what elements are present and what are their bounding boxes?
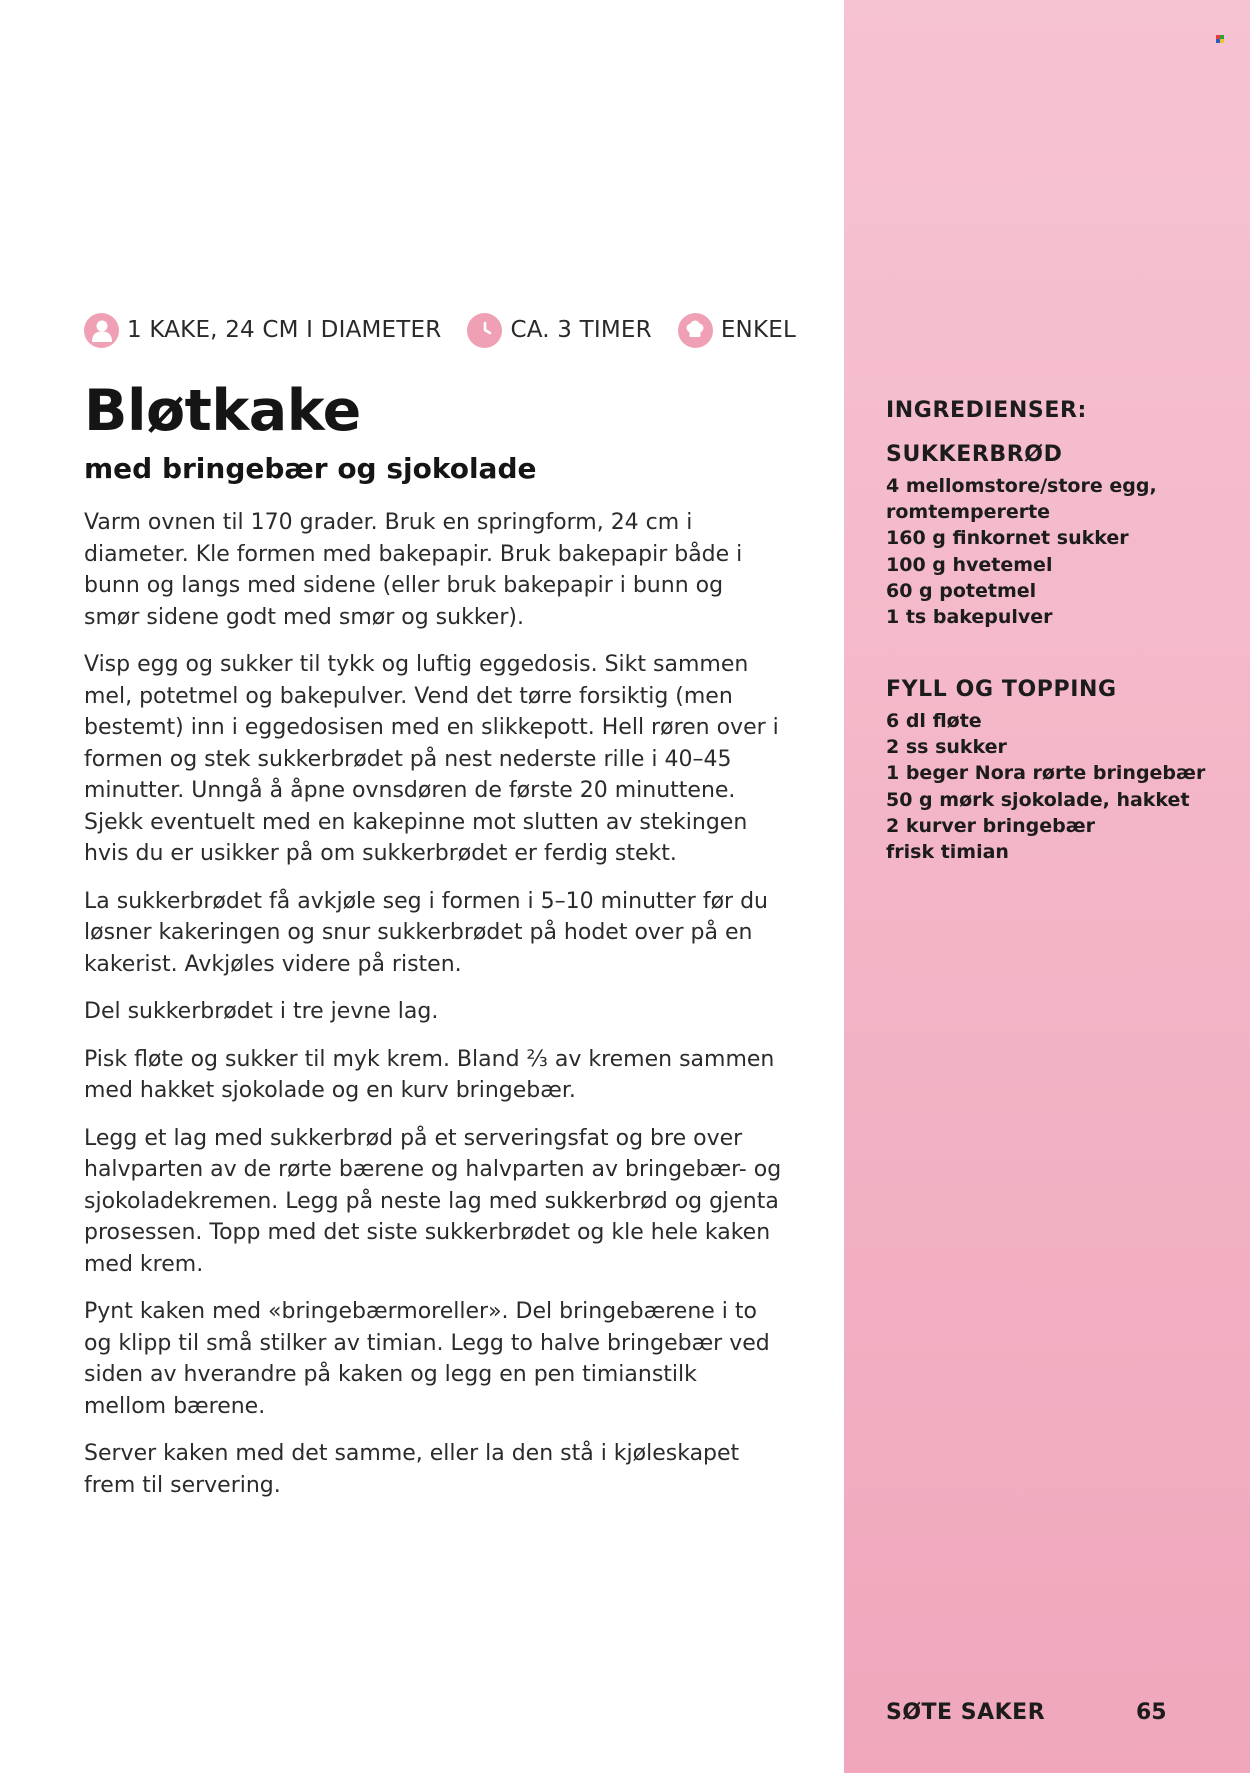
ingredient-item: 6 dl fløte: [886, 710, 982, 732]
ingredients-sidebar: [844, 0, 1250, 1773]
recipe-meta: [84, 312, 822, 348]
ingredient-item: 160 g finkornet sukker: [886, 527, 1129, 550]
recipe-subtitle: med bringebær og sjokolade: [84, 452, 537, 485]
ingredient-item: 4 mellomstore/store egg,: [886, 475, 1157, 497]
ingredient-item: romtempererte: [886, 501, 1051, 524]
section-title: SUKKERBRØD: [886, 442, 1063, 467]
ingredient-list: [886, 708, 1236, 865]
section-title: FYLL OG TOPPING: [886, 677, 1117, 702]
instruction-paragraph: Del sukkerbrødet i tre jevne lag.: [84, 999, 439, 1024]
instruction-paragraph: La sukkerbrødet få avkjøle seg i formen i 5–10 minutter før du løsner kakeringen og snur sukkerbrødet på hodet over på en kakerist. Avkjøles videre på risten.: [84, 888, 768, 977]
recipe-title: Bløtkake: [84, 378, 361, 444]
time-text: CA. 3 TIMER: [510, 317, 652, 343]
ingredient-item: 100 g hvetemel: [886, 553, 1053, 576]
ingredients-section-sponge: [886, 442, 1236, 630]
servings-text: 1 KAKE, 24 CM I DIAMETER: [127, 317, 442, 343]
instruction-paragraph: Legg et lag med sukkerbrød på et serveringsfat og bre over halvparten av de rørte bærene og halvparten av bringebær- og sjokoladekremen. Legg på neste lag med sukkerbrød og gjenta prosessen. Topp med det siste sukkerbrødet og kle hele kaken med krem.: [84, 1125, 782, 1277]
instruction-paragraph: Server kaken med det samme, eller la den stå i kjøleskapet frem til servering.: [84, 1441, 740, 1498]
ingredient-list: [886, 473, 1236, 630]
ingredients-heading: INGREDIENSER:: [886, 398, 1087, 423]
person-icon: [84, 313, 119, 348]
ingredient-item: 1 ts bakepulver: [886, 606, 1053, 629]
footer-section-label: SØTE SAKER: [886, 1700, 1046, 1725]
ingredient-item: 2 kurver bringebær: [886, 814, 1095, 837]
ingredient-item: frisk timian: [886, 841, 1009, 864]
ingredient-item: 1 beger Nora rørte bringebær: [886, 762, 1206, 785]
clock-icon: [467, 313, 502, 348]
instruction-paragraph: Pynt kaken med «bringebærmoreller». Del bringebærene i to og klipp til små stilker av timian. Legg to halve bringebær ved siden av hverandre på kaken og legg en pen timianstilk mellom bærene.: [84, 1299, 770, 1419]
recipe-instructions: [84, 507, 784, 1517]
difficulty-info: [678, 313, 796, 348]
instruction-paragraph: Varm ovnen til 170 grader. Bruk en springform, 24 cm i diameter. Kle formen med bakepapir. Bruk bakepapir både i bunn og langs med sidene (eller bruk bakepapir i bunn og smør sidene godt med smør og sukker).: [84, 510, 743, 630]
chef-hat-icon: [678, 313, 713, 348]
instruction-paragraph: Pisk fløte og sukker til myk krem. Bland ⅔ av kremen sammen med hakket sjokolade og en kurv bringebær.: [84, 1046, 775, 1103]
instruction-paragraph: Visp egg og sukker til tykk og luftig eggedosis. Sikt sammen mel, potetmel og bakepulver. Vend det tørre forsiktig (men bestemt) inn i eggedosisen med en slikkepott. Hell røren over i formen og stek sukkerbrødet på nest nederste rille i 40–45 minutter. Unngå å åpne ovnsdøren de første 20 minuttene. Sjekk eventuelt med en kakepinne mot slutten av stekingen hvis du er usikker på om sukkerbrødet er ferdig stekt.: [84, 652, 779, 866]
ingredients-section-filling: [886, 677, 1236, 865]
time-info: [467, 313, 651, 348]
color-registration-mark: [1216, 35, 1224, 43]
servings-info: [84, 313, 441, 348]
ingredient-item: 50 g mørk sjokolade, hakket: [886, 788, 1190, 811]
ingredient-item: 60 g potetmel: [886, 579, 1037, 602]
page-number: 65: [1136, 1700, 1167, 1725]
ingredient-item: 2 ss sukker: [886, 736, 1007, 759]
difficulty-text: ENKEL: [720, 317, 796, 343]
